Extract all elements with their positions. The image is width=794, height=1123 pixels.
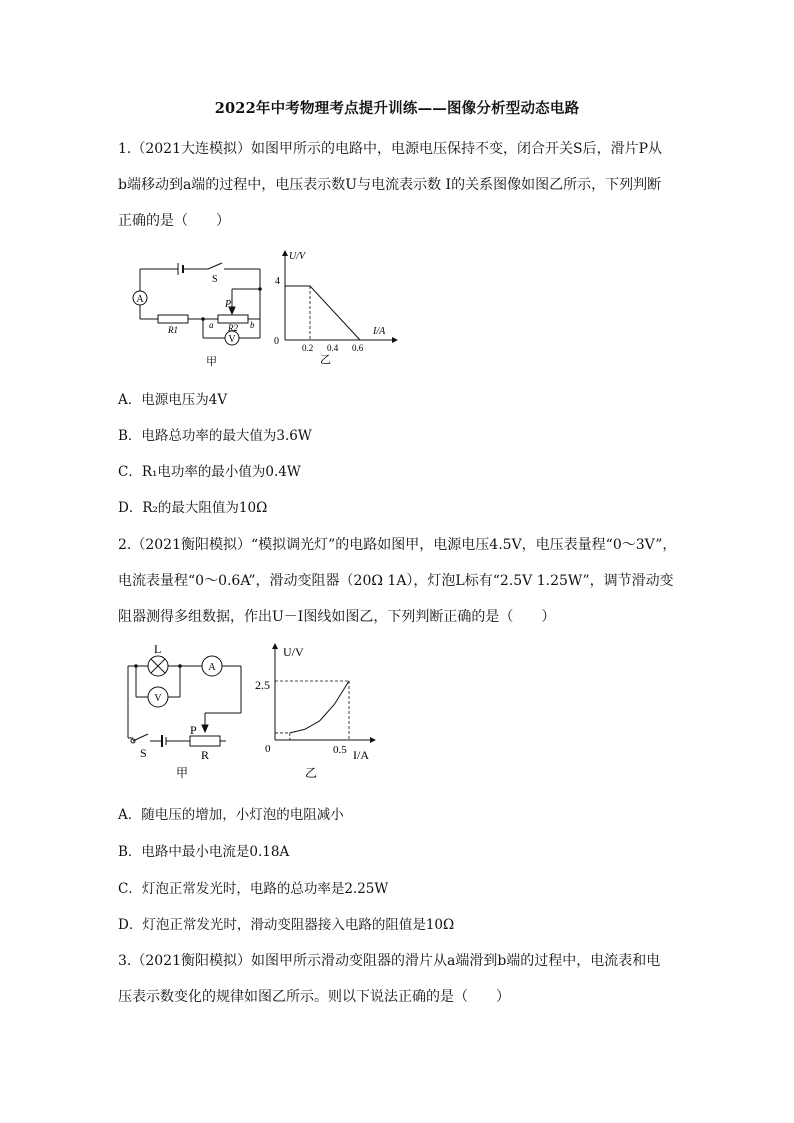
- q1-ammeter-label: A: [136, 294, 144, 305]
- page-title: 2022年中考物理考点提升训练——图像分析型动态电路: [214, 100, 580, 117]
- q2-line-1: 2.（2021衡阳模拟）“模拟调光灯”的电路如图甲，电源电压4.5V，电压表量程“0～3V”，: [118, 537, 677, 553]
- q1-graph-caption: 乙: [320, 354, 331, 365]
- q2-rheostat-label: R: [201, 748, 210, 762]
- q1-x-tick-2: 0.4: [327, 343, 339, 353]
- q1-end-a-label: a: [209, 320, 214, 330]
- q1-line-1: 1.（2021大连模拟）如图甲所示的电路中，电源电压保持不变，闭合开关S后，滑片P从: [118, 141, 662, 157]
- q1-line-2: b端移动到a端的过程中，电压表示数U与电流表示数 I的关系图像如图乙所示，下列判断: [118, 177, 662, 193]
- q1-data-line: [285, 286, 360, 340]
- q1-voltmeter-label: V: [228, 334, 236, 345]
- q2-y-label: U/V: [283, 645, 304, 659]
- q2-lamp-label: L: [154, 642, 162, 656]
- q1-option-d[interactable]: D．R₂的最大阻值为10Ω: [118, 500, 268, 516]
- q2-switch-label: S: [140, 746, 147, 760]
- q1-switch-label: S: [212, 274, 218, 285]
- q1-line-3: 正确的是（ ）: [118, 213, 230, 229]
- q1-y-tick: 4: [275, 276, 280, 287]
- q1-option-b[interactable]: B．电路总功率的最大值为3.6W: [118, 428, 312, 444]
- q1-ui-graph: [265, 245, 405, 365]
- q1-end-b-label: b: [250, 320, 255, 330]
- q2-circuit-caption: 甲: [176, 766, 189, 780]
- q1-circuit-diagram: [128, 255, 278, 370]
- q2-slider-label: P: [190, 723, 197, 737]
- q2-graph-caption: 乙: [305, 766, 318, 780]
- q1-option-c[interactable]: C．R₁电功率的最小值为0.4W: [118, 464, 301, 480]
- q2-data-curve: [290, 681, 349, 733]
- q2-option-d[interactable]: D．灯泡正常发光时，滑动变阻器接入电路的阻值是10Ω: [118, 917, 455, 933]
- q1-origin: 0: [274, 336, 279, 347]
- q1-x-label: I/A: [373, 326, 386, 337]
- q2-y-tick: 2.5: [255, 678, 270, 692]
- q2-ui-graph: [255, 640, 385, 785]
- q2-circuit-diagram: [118, 638, 258, 783]
- q2-origin: 0: [265, 743, 271, 755]
- q1-option-a[interactable]: A．电源电压为4V: [118, 392, 228, 408]
- q3-line-1: 3.（2021衡阳模拟）如图甲所示滑动变阻器的滑片从a端滑到b端的过程中，电流表和电: [118, 953, 661, 969]
- q2-option-a[interactable]: A．随电压的增加，小灯泡的电阻减小: [118, 807, 344, 823]
- q1-r2-label: R2: [228, 323, 238, 333]
- q2-line-2: 电流表量程“0～0.6A”，滑动变阻器（20Ω 1A），灯泡L标有“2.5V 1.25W”，调节滑动变: [118, 573, 674, 589]
- q2-line-3: 阻器测得多组数据，作出U－I图线如图乙，下列判断正确的是（ ）: [118, 609, 556, 625]
- q1-r1-label: R1: [168, 325, 178, 335]
- q1-x-tick-3: 0.6: [352, 343, 364, 353]
- q2-ammeter-label: A: [208, 662, 216, 673]
- q3-line-2: 压表示数变化的规律如图乙所示。则以下说法正确的是（ ）: [118, 989, 510, 1005]
- q1-circuit-caption: 甲: [206, 356, 217, 368]
- q2-x-label: I/A: [353, 748, 369, 762]
- q2-x-tick: 0.5: [333, 744, 347, 756]
- q1-slider-label: P: [225, 299, 232, 310]
- q2-option-b[interactable]: B．电路中最小电流是0.18A: [118, 844, 290, 860]
- q1-y-label: U/V: [289, 251, 306, 262]
- q1-x-tick-1: 0.2: [302, 343, 314, 353]
- q2-option-c[interactable]: C．灯泡正常发光时，电路的总功率是2.25W: [118, 881, 389, 897]
- q2-voltmeter-label: V: [154, 693, 162, 704]
